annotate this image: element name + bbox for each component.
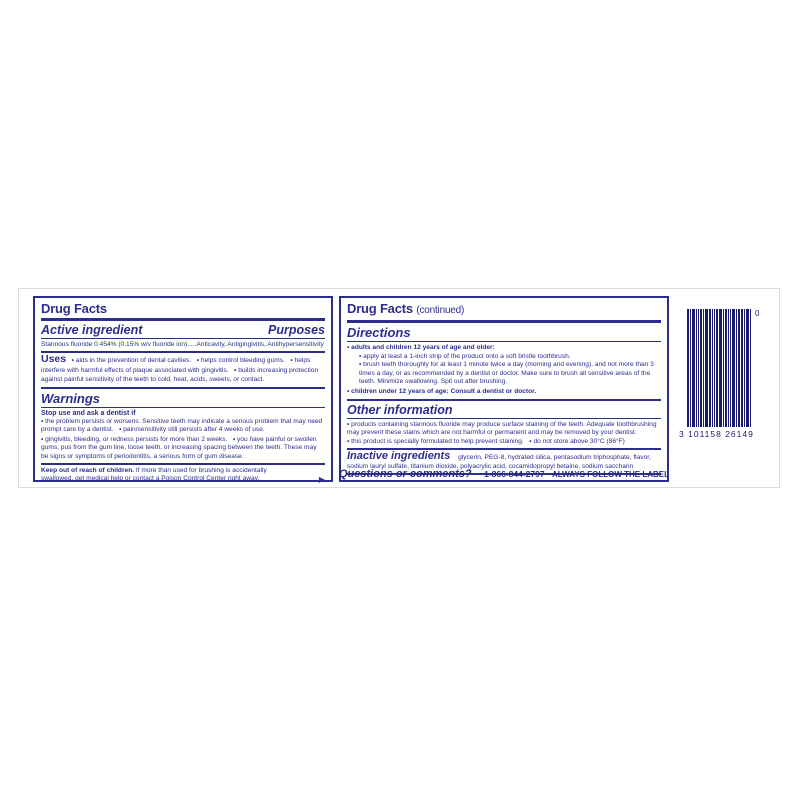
directions-heading: Directions (347, 325, 411, 340)
stop-use-heading: Stop use and ask a dentist if (41, 409, 136, 417)
directions-item-1: brush teeth thoroughly for at least 1 minute twice a day (morning and evening), and not more than 3 times a day, or as recommended by a dentist or doctor. Make sure to brush all sensitive areas of the teeth. Minimize swallowing. Spit out after brushing. (359, 361, 654, 386)
barcode-bars (687, 309, 753, 429)
bullet: • (525, 437, 532, 445)
inactive-ingredients-text: glycerin, PEG-8, hydrated silica, pentasodium triphosphate, flavor, sodium lauryl sulfate, titanium dioxide, polyacrylic acid, cocamidopropyl betaine, sodium saccharin (347, 454, 651, 471)
questions-heading: Questions or comments? (339, 468, 472, 480)
turn-arrow-icon: ▶ (318, 474, 325, 484)
other-info-item-2: do not store above 30°C (86°F) (533, 437, 625, 445)
stop-use-item-1: pain/sensitivity still persists after 4 weeks of use. (123, 426, 265, 434)
other-info-item-1: this product is specially formulated to help prevent staining. (351, 437, 524, 445)
inactive-ingredients-heading: Inactive ingredients (347, 450, 451, 463)
warnings-heading: Warnings (41, 390, 100, 406)
directions-subheading: adults and children 12 years of age and older: (351, 344, 495, 351)
uses-item-2: helps interfere with harmful effects of plaque associated with gingivitis. (41, 357, 311, 374)
stop-use-item-0: the problem persists or worsens. Sensitive teeth may indicate a serious problem that may need prompt care by a dentist. (41, 418, 323, 434)
other-info-item-0: products containing stannous fluoride may produce surface staining of the teeth. Adequate toothbrushing may prevent these stains which are not harmful or permanent and may be removed by your dentist. (347, 420, 657, 437)
barcode-right-digit: 0 (755, 309, 760, 318)
divider (347, 341, 661, 342)
drug-facts-title: Drug Facts (41, 301, 107, 316)
bullet: • (359, 352, 362, 360)
uses-item-3: builds increasing protection against painful sensitivity of the teeth to cold, heat, acids, sweets, or contact. (41, 366, 319, 384)
divider (41, 463, 325, 465)
active-ingredient-text: Stannous fluoride 0.454% (0.15% w/v fluoride ion).....Anticavity, Antigingivitis, Antihypersensitivity (41, 341, 324, 348)
bullet: • (347, 420, 350, 428)
divider (41, 407, 325, 408)
directions-children-note: children under 12 years of age: Consult a dentist or doctor. (351, 387, 537, 395)
stop-use-item-2: gingivitis, bleeding, or redness persists for more than 2 weeks. (45, 435, 228, 443)
other-information-heading: Other information (347, 402, 453, 417)
drug-facts-title-continued: Drug Facts (347, 301, 413, 316)
bullet: • (67, 357, 74, 365)
uses-item-0: aids in the prevention of dental cavities. (75, 357, 192, 365)
questions-phone[interactable]: 1-866-844-2797 (484, 469, 545, 479)
directions-item-0: apply at least a 1-inch strip of the product onto a soft bristle toothbrush. (363, 352, 571, 360)
bullet: • (347, 344, 350, 351)
divider (41, 318, 325, 321)
uses-heading: Uses (41, 353, 67, 366)
continued-note: (continued) (416, 305, 465, 316)
bullet: • (41, 435, 44, 443)
barcode-digits (679, 429, 759, 439)
bullet: • (359, 361, 362, 369)
stop-use-item-3: you have painful or swollen gums, pus from the gum line, loose teeth, or increasing spacing between the teeth. These may be signs or symptoms of periodontitis, a serious form of gum disease. (41, 435, 317, 460)
divider (41, 338, 325, 339)
barcode (679, 309, 769, 459)
keep-out-of-reach-heading: Keep out of reach of children. (41, 467, 135, 475)
divider (347, 418, 661, 419)
drug-facts-label (18, 288, 780, 488)
divider (347, 320, 661, 323)
divider (347, 399, 661, 401)
bullet: • (229, 435, 236, 443)
drug-facts-panel-right (339, 296, 669, 482)
follow-label-text: ALWAYS FOLLOW THE LABEL (551, 470, 669, 479)
uses-item-1: helps control bleeding gums. (200, 357, 285, 365)
bullet: • (193, 357, 200, 365)
drug-facts-panel-left (33, 296, 333, 482)
label-footer (339, 464, 669, 482)
bullet: • (115, 426, 122, 434)
bullet: • (230, 366, 237, 374)
purposes-heading: Purposes (268, 323, 325, 337)
bullet: • (347, 437, 350, 445)
bullet: • (41, 418, 44, 426)
barcode-left-digit: 3 (679, 429, 685, 439)
active-ingredient-heading: Active ingredient (41, 323, 143, 337)
bullet: • (347, 387, 350, 395)
barcode-main-digits: 101158 26149 (688, 429, 754, 439)
divider (41, 387, 325, 389)
bullet: • (286, 357, 293, 365)
keep-out-of-reach-text: If more than used for brushing is accidentally swallowed, get medical help or contact a Poison Control Center right away. (41, 467, 267, 483)
divider (41, 351, 325, 353)
